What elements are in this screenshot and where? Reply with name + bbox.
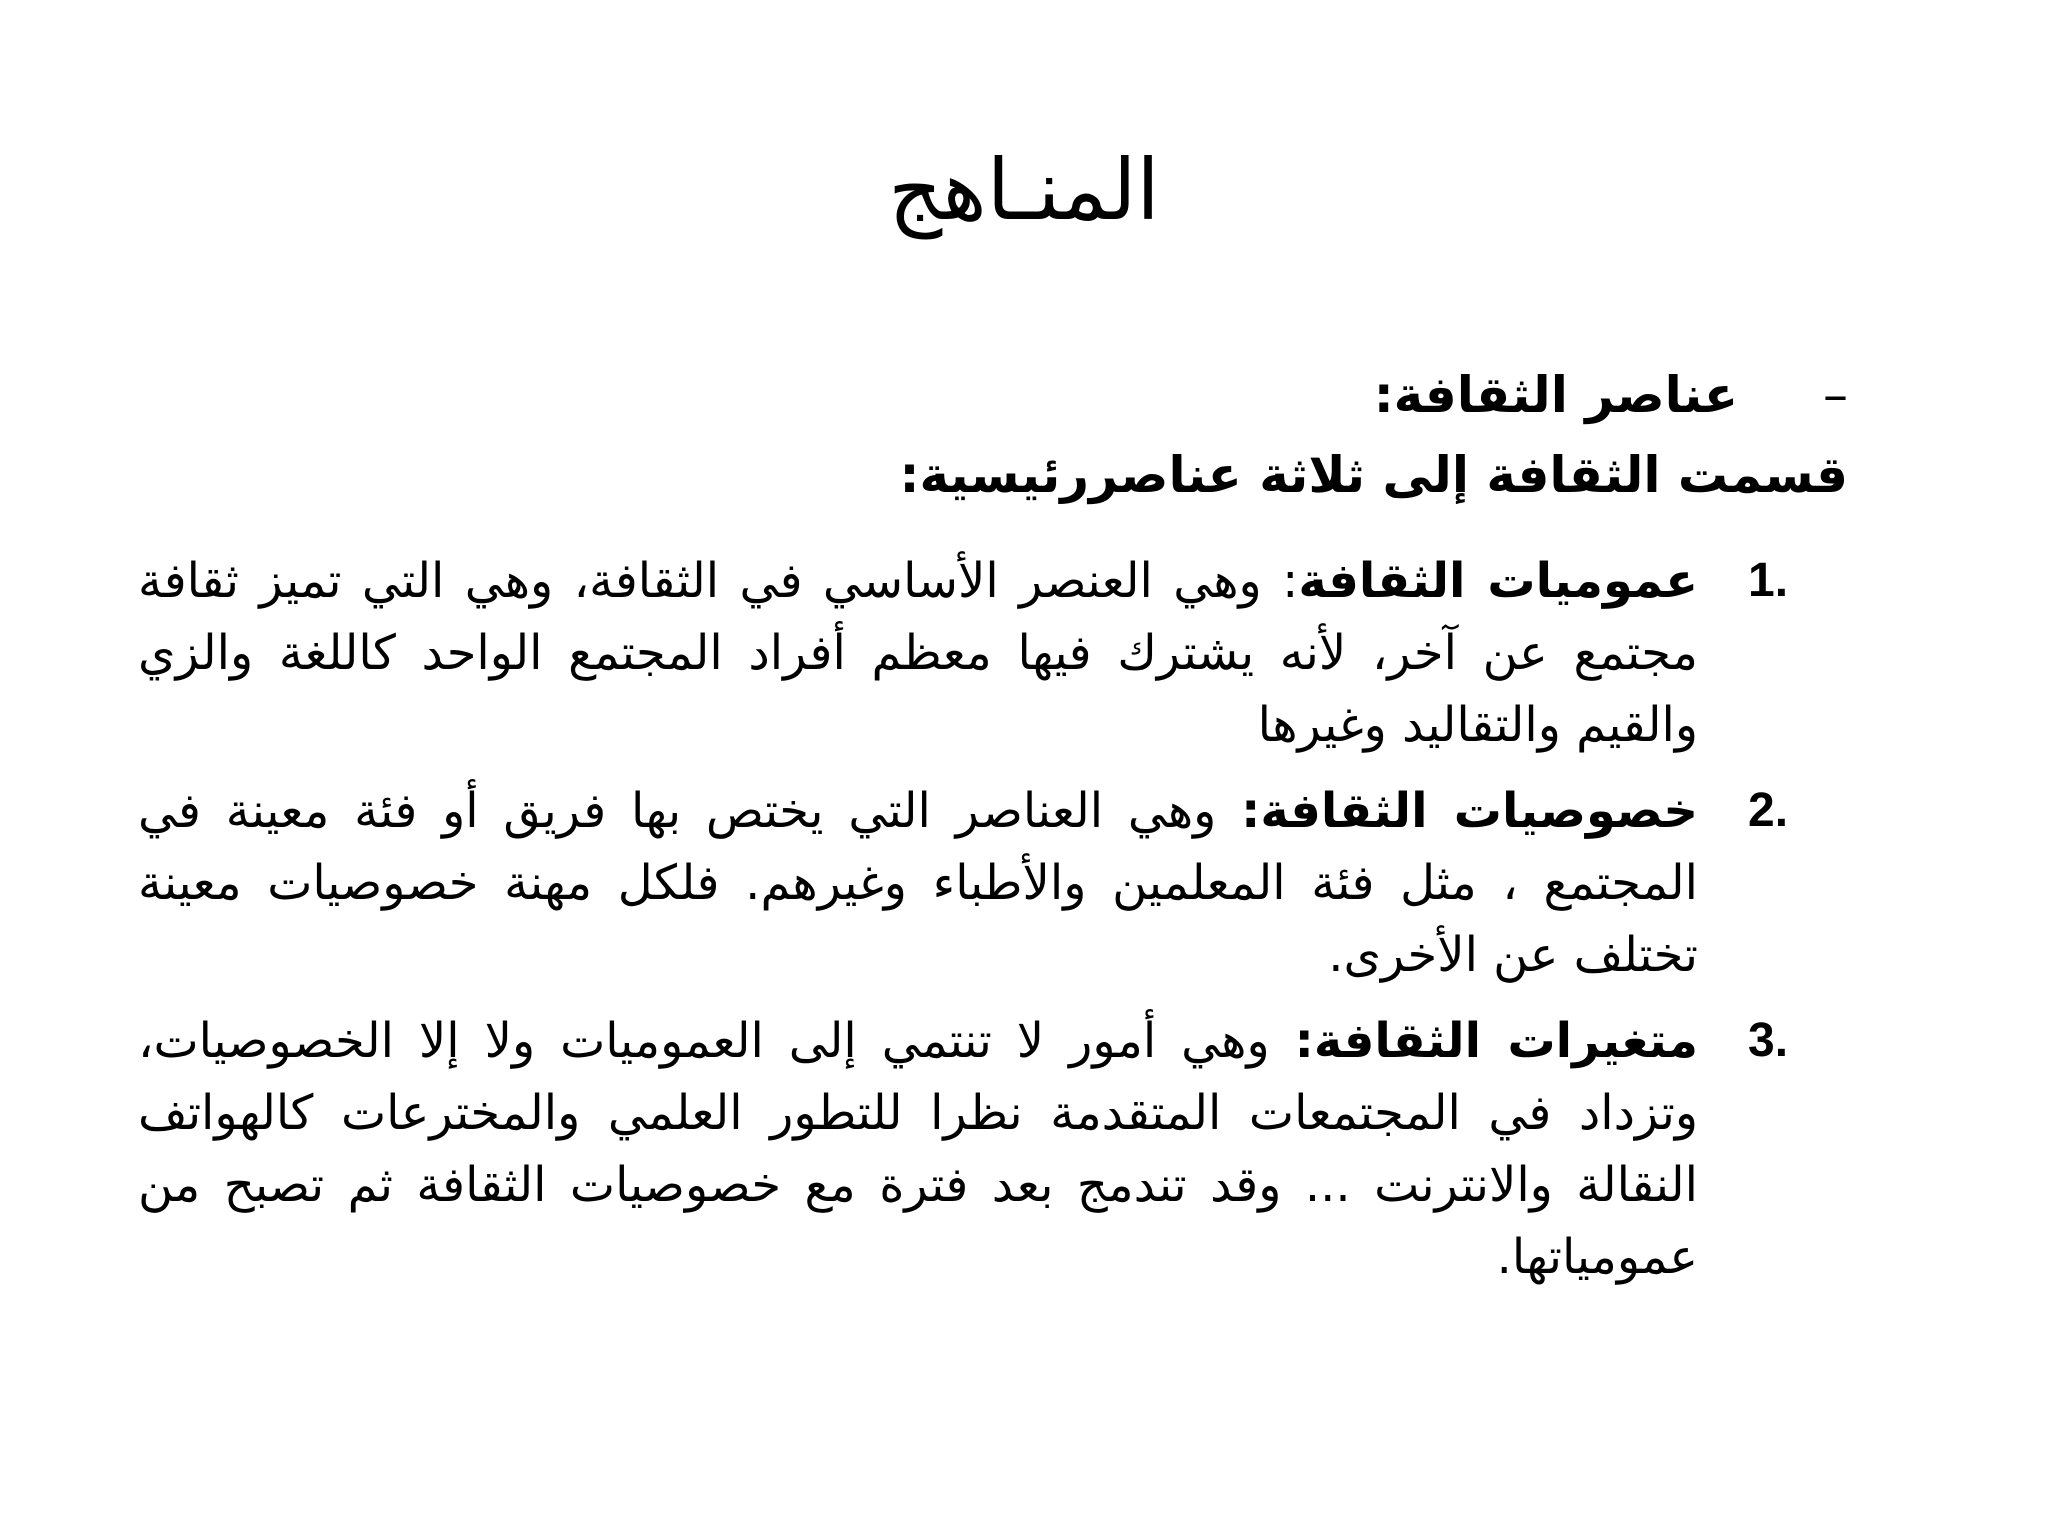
list-item-body — [138, 545, 1748, 761]
list-item-number: 1. — [1748, 554, 1789, 607]
list-item-text: وهي العنصر الأساسي في الثقافة، وهي التي تميز ثقافة مجتمع عن آخر، لأنه يشترك فيها معظم أفراد المجتمع الواحد كاللغة والزي والقيم والتقاليد وغيرها — [138, 553, 1698, 753]
list-item-body — [138, 775, 1748, 991]
list-item-term: متغيرات الثقافة: — [1294, 1013, 1698, 1069]
numbered-list — [138, 545, 1858, 1307]
list-item-text: وهي أمور لا تنتمي إلى العموميات ولا إلا الخصوصيات، وتزداد في المجتمعات المتقدمة نظرا للتطور العلمي والمخترعات كالهواتف النقالة والانترنت ... وقد تندمج بعد فترة مع خصوصيات الثقافة ثم تصبح من عمومياتها. — [138, 1013, 1698, 1285]
list-item — [138, 545, 1858, 761]
list-item-term: عموميات الثقافة — [1298, 553, 1699, 609]
list-item — [138, 1005, 1858, 1293]
heading-text: عناصر الثقافة: — [1373, 366, 1738, 424]
list-item — [138, 775, 1858, 991]
list-item-body — [138, 1005, 1748, 1293]
heading-bullet: – — [1823, 366, 1848, 424]
section-heading — [1374, 365, 1848, 425]
list-item-number: 3. — [1748, 1014, 1789, 1067]
list-item-number: 2. — [1748, 784, 1789, 837]
intro-text: قسمت الثقافة إلى ثلاثة عناصررئيسية: — [899, 446, 1848, 504]
list-item-text: وهي العناصر التي يختص بها فريق أو فئة معينة في المجتمع ، مثل فئة المعلمين والأطباء وغيرهم. فلكل مهنة خصوصيات معينة تختلف عن الأخرى. — [138, 783, 1698, 983]
list-item-separator: : — [1282, 553, 1299, 609]
slide-title: المنـاهج — [888, 141, 1160, 239]
list-item-term: خصوصيات الثقافة: — [1241, 783, 1698, 839]
